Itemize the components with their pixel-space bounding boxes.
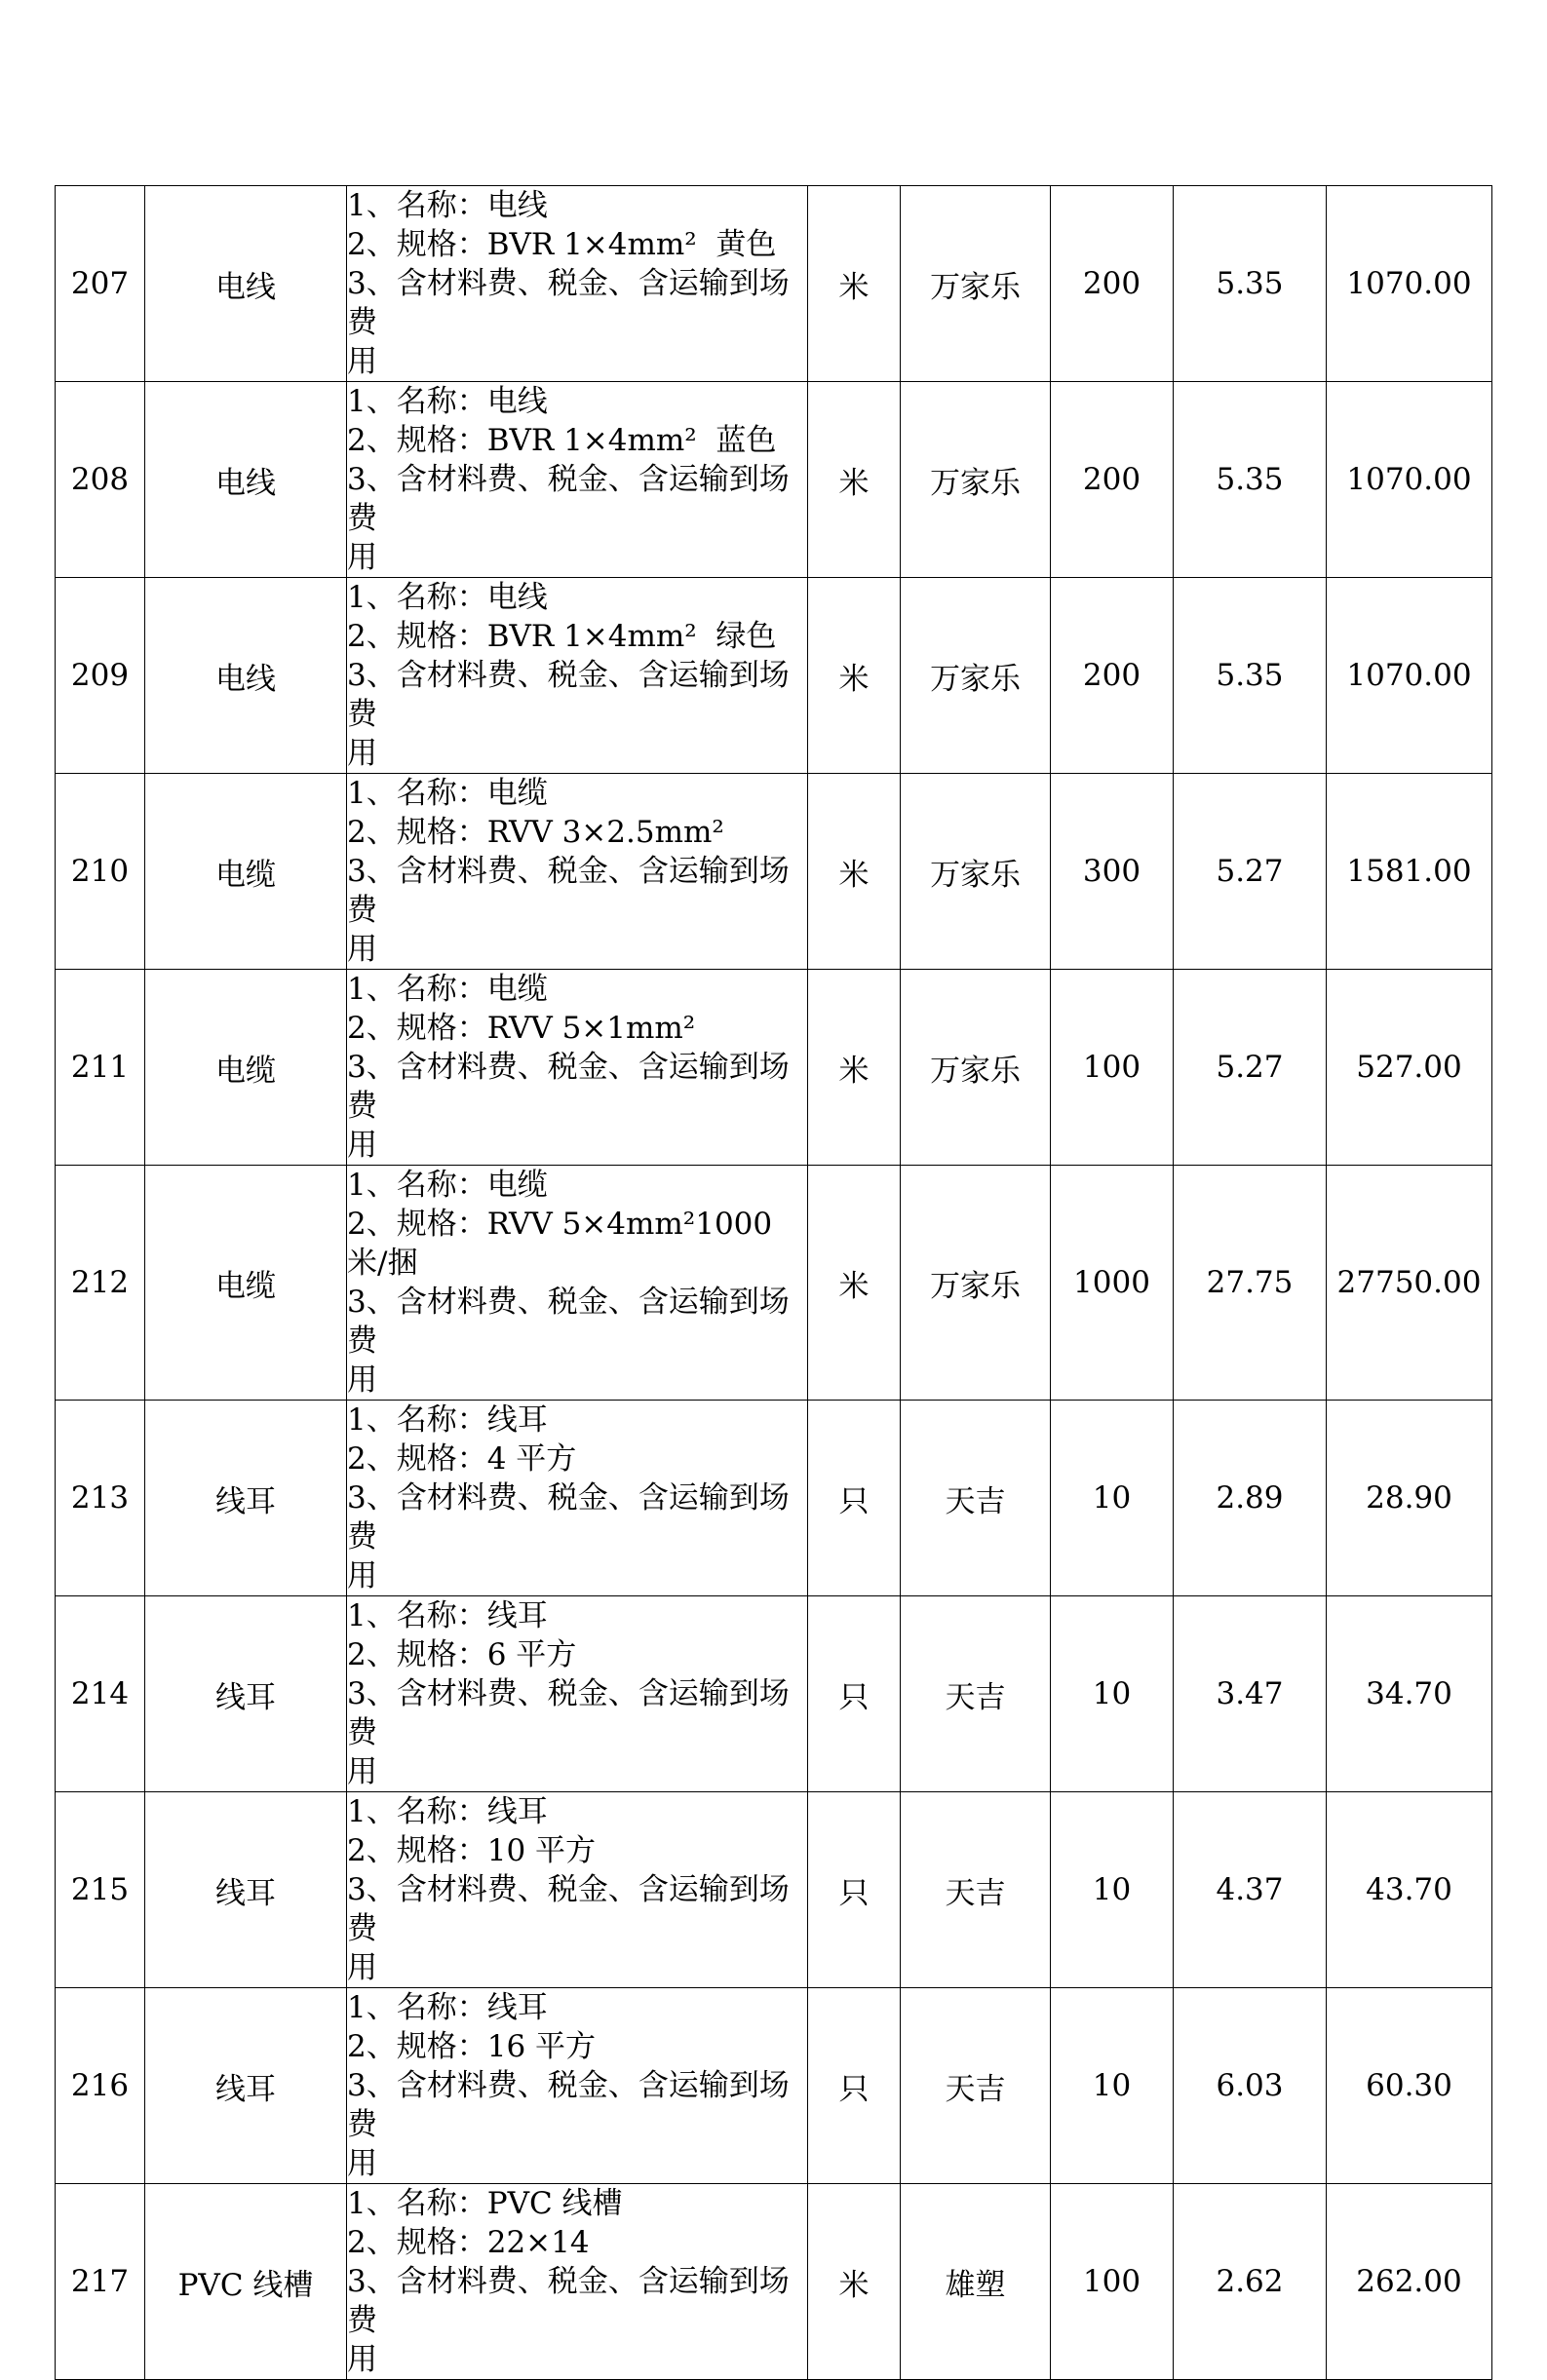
spec-line: 3、含材料费、税金、含运输到场费 [347, 462, 790, 536]
unit-cell: 只 [808, 1988, 901, 2184]
unit-price-cell: 3.47 [1174, 1596, 1327, 1792]
unit-cell: 米 [808, 382, 901, 578]
table-row [56, 1166, 1492, 1401]
unit-price-cell: 5.27 [1174, 970, 1327, 1166]
unit-price-cell: 2.89 [1174, 1401, 1327, 1596]
quantity-cell: 300 [1051, 774, 1174, 970]
spec-line: 1、名称：电线 [347, 580, 548, 615]
brand-cell: 万家乐 [901, 578, 1051, 774]
total-price-cell: 43.70 [1327, 1792, 1492, 1988]
table-row [56, 774, 1492, 970]
brand-cell: 雄塑 [901, 2184, 1051, 2380]
spec-line: 1、名称：电缆 [347, 776, 548, 811]
item-spec-cell [347, 2184, 808, 2380]
table-row [56, 186, 1492, 382]
item-no-cell: 210 [56, 774, 145, 970]
item-name-cell: 电缆 [145, 1166, 347, 1401]
unit-cell: 只 [808, 1401, 901, 1596]
spec-line: 用 [347, 932, 377, 967]
spec-line: 2、规格：RVV 3×2.5mm² [347, 815, 724, 850]
spec-line: 1、名称：电缆 [347, 1168, 548, 1203]
spec-line: 2、规格：RVV 5×1mm² [347, 1011, 696, 1046]
total-price-cell: 1070.00 [1327, 382, 1492, 578]
item-name-cell: 线耳 [145, 1401, 347, 1596]
spec-line: 1、名称：PVC 线槽 [347, 2186, 623, 2221]
unit-cell: 米 [808, 1166, 901, 1401]
spec-line: 用 [347, 1558, 377, 1593]
spec-line: 2、规格：6 平方 [347, 1637, 577, 1672]
unit-price-cell: 6.03 [1174, 1988, 1327, 2184]
spec-line: 3、含材料费、税金、含运输到场费 [347, 658, 790, 732]
item-spec-cell [347, 186, 808, 382]
spec-line: 3、含材料费、税金、含运输到场费 [347, 1676, 790, 1750]
item-spec-cell [347, 1988, 808, 2184]
total-price-cell: 527.00 [1327, 970, 1492, 1166]
item-no-cell: 211 [56, 970, 145, 1166]
total-price-cell: 1070.00 [1327, 578, 1492, 774]
table-row [56, 1596, 1492, 1792]
item-no-cell: 209 [56, 578, 145, 774]
unit-price-cell: 5.27 [1174, 774, 1327, 970]
unit-price-cell: 5.35 [1174, 186, 1327, 382]
quantity-cell: 100 [1051, 970, 1174, 1166]
quantity-cell: 100 [1051, 2184, 1174, 2380]
brand-cell: 天吉 [901, 1988, 1051, 2184]
quantity-cell: 200 [1051, 382, 1174, 578]
table-row [56, 382, 1492, 578]
item-spec-cell [347, 970, 808, 1166]
unit-cell: 米 [808, 186, 901, 382]
spec-line: 用 [347, 344, 377, 379]
quantity-cell: 10 [1051, 1401, 1174, 1596]
quantity-cell: 10 [1051, 1988, 1174, 2184]
spec-line: 1、名称：线耳 [347, 1794, 548, 1829]
item-name-cell: 线耳 [145, 1988, 347, 2184]
item-name-cell: 电缆 [145, 774, 347, 970]
spec-line: 用 [347, 736, 377, 771]
item-no-cell: 212 [56, 1166, 145, 1401]
unit-price-cell: 27.75 [1174, 1166, 1327, 1401]
table-row [56, 970, 1492, 1166]
brand-cell: 天吉 [901, 1792, 1051, 1988]
unit-price-cell: 4.37 [1174, 1792, 1327, 1988]
brand-cell: 万家乐 [901, 1166, 1051, 1401]
table-row [56, 1401, 1492, 1596]
total-price-cell: 27750.00 [1327, 1166, 1492, 1401]
item-name-cell: 电线 [145, 578, 347, 774]
unit-cell: 米 [808, 578, 901, 774]
item-no-cell: 214 [56, 1596, 145, 1792]
unit-cell: 只 [808, 1596, 901, 1792]
item-name-cell: 电线 [145, 382, 347, 578]
spec-line: 用 [347, 2342, 377, 2377]
table-row [56, 1988, 1492, 2184]
spec-line: 2、规格：22×14 [347, 2225, 590, 2260]
spec-line: 2、规格：RVV 5×4mm²1000 米/捆 [347, 1207, 782, 1281]
spec-line: 3、含材料费、税金、含运输到场费 [347, 854, 790, 928]
spec-line: 用 [347, 540, 377, 575]
spec-line: 2、规格：BVR 1×4mm² 蓝色 [347, 423, 777, 458]
spec-line: 1、名称：线耳 [347, 1402, 548, 1438]
unit-cell: 米 [808, 774, 901, 970]
brand-cell: 天吉 [901, 1401, 1051, 1596]
unit-cell: 米 [808, 970, 901, 1166]
spec-line: 用 [347, 1363, 377, 1398]
quantity-cell: 200 [1051, 186, 1174, 382]
brand-cell: 万家乐 [901, 970, 1051, 1166]
spec-line: 2、规格：16 平方 [347, 2029, 597, 2064]
spec-line: 2、规格：BVR 1×4mm² 黄色 [347, 227, 777, 262]
table-row [56, 578, 1492, 774]
spec-line: 用 [347, 2146, 377, 2181]
spec-line: 1、名称：线耳 [347, 1598, 548, 1633]
total-price-cell: 34.70 [1327, 1596, 1492, 1792]
quantity-cell: 200 [1051, 578, 1174, 774]
item-name-cell: 电线 [145, 186, 347, 382]
bill-of-quantities-table [55, 185, 1492, 2380]
item-spec-cell [347, 774, 808, 970]
item-spec-cell [347, 578, 808, 774]
unit-price-cell: 5.35 [1174, 578, 1327, 774]
spec-line: 3、含材料费、税金、含运输到场费 [347, 1050, 790, 1124]
spec-line: 1、名称：电缆 [347, 972, 548, 1007]
spec-line: 3、含材料费、税金、含运输到场费 [347, 1872, 790, 1946]
spec-line: 用 [347, 1950, 377, 1985]
table-row [56, 1792, 1492, 1988]
quantity-cell: 10 [1051, 1596, 1174, 1792]
spec-line: 3、含材料费、税金、含运输到场费 [347, 1480, 790, 1555]
item-spec-cell [347, 1166, 808, 1401]
brand-cell: 万家乐 [901, 382, 1051, 578]
spec-line: 用 [347, 1754, 377, 1789]
item-no-cell: 215 [56, 1792, 145, 1988]
brand-cell: 万家乐 [901, 774, 1051, 970]
spec-line: 2、规格：BVR 1×4mm² 绿色 [347, 619, 777, 654]
unit-price-cell: 5.35 [1174, 382, 1327, 578]
spec-line: 用 [347, 1128, 377, 1163]
spec-line: 2、规格：4 平方 [347, 1441, 577, 1477]
total-price-cell: 60.30 [1327, 1988, 1492, 2184]
item-no-cell: 217 [56, 2184, 145, 2380]
item-spec-cell [347, 382, 808, 578]
spec-line: 1、名称：线耳 [347, 1990, 548, 2025]
item-no-cell: 213 [56, 1401, 145, 1596]
spec-line: 3、含材料费、税金、含运输到场费 [347, 2068, 790, 2142]
spec-line: 1、名称：电线 [347, 384, 548, 419]
item-no-cell: 207 [56, 186, 145, 382]
item-no-cell: 208 [56, 382, 145, 578]
item-name-cell: 电缆 [145, 970, 347, 1166]
item-name-cell: 线耳 [145, 1596, 347, 1792]
total-price-cell: 28.90 [1327, 1401, 1492, 1596]
spec-line: 1、名称：电线 [347, 188, 548, 223]
item-name-cell: PVC 线槽 [145, 2184, 347, 2380]
quantity-cell: 1000 [1051, 1166, 1174, 1401]
total-price-cell: 1581.00 [1327, 774, 1492, 970]
spec-line: 3、含材料费、税金、含运输到场费 [347, 2264, 790, 2338]
quantity-cell: 10 [1051, 1792, 1174, 1988]
spec-line: 2、规格：10 平方 [347, 1833, 597, 1868]
total-price-cell: 1070.00 [1327, 186, 1492, 382]
spec-line: 3、含材料费、税金、含运输到场费 [347, 266, 790, 340]
item-spec-cell [347, 1792, 808, 1988]
brand-cell: 万家乐 [901, 186, 1051, 382]
unit-cell: 米 [808, 2184, 901, 2380]
unit-price-cell: 2.62 [1174, 2184, 1327, 2380]
item-spec-cell [347, 1596, 808, 1792]
brand-cell: 天吉 [901, 1596, 1051, 1792]
spec-line: 3、含材料费、税金、含运输到场费 [347, 1285, 790, 1359]
table-row [56, 2184, 1492, 2380]
item-spec-cell [347, 1401, 808, 1596]
unit-cell: 只 [808, 1792, 901, 1988]
total-price-cell: 262.00 [1327, 2184, 1492, 2380]
item-no-cell: 216 [56, 1988, 145, 2184]
item-name-cell: 线耳 [145, 1792, 347, 1988]
